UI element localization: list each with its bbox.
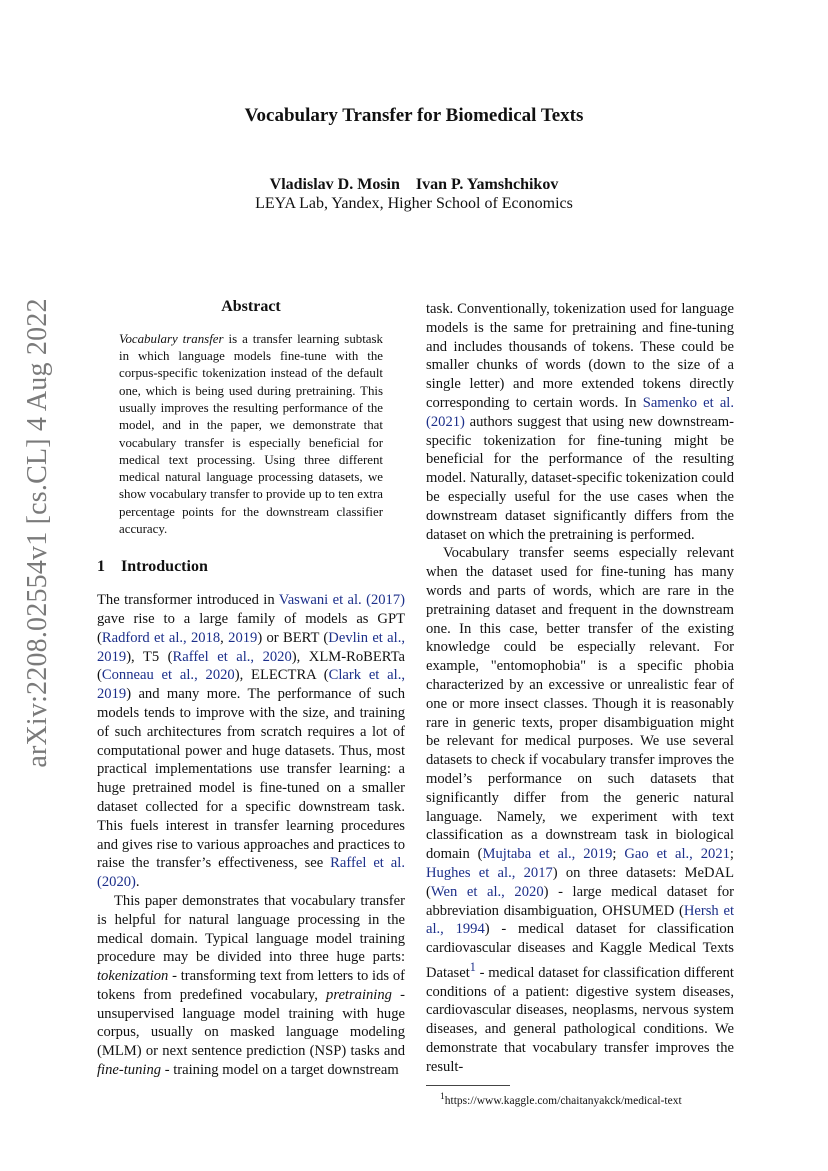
section-title: Introduction [121,558,208,576]
paragraph-text: task. Conventionally, tokenization used for language models is the same for pretraining and fine-tuning and includes thousands of tokens. These could be smaller chunks of words (down to the size of a single letter) and more extended tokens directly corresponding to certain words. In [426,301,734,411]
citation-link[interactable]: Conneau et al., 2020 [101,667,235,684]
footnote-url[interactable]: https://www.kaggle.com/chaitanyakck/medical-text [444,1094,682,1107]
author-name: Ivan P. Yamshchikov [415,176,559,193]
intro-paragraph-4 [426,544,734,1076]
paragraph-text: - unsupervised language model training with huge corpus, usually on masked language modeling (MLM) or next sentence prediction (NSP) tasks and [97,986,405,1060]
paragraph-text: authors suggest that using new downstream-specific tokenization for fine-tuning might be beneficial for the performance of the resulting model. Naturally, dataset-specific tokenization could be especially useful for the use cases when the downstream dataset significantly differs from the dataset on which the pretraining is performed. [426,413,734,543]
paragraph-text: ; [612,846,625,863]
citation-link[interactable]: Devlin et al., 2019 [97,629,405,665]
affiliation: LEYA Lab, Yandex, Higher School of Economics [255,195,573,212]
citation-link[interactable]: Raffel et al., 2020 [172,648,292,665]
author-list [0,176,828,194]
paragraph-text: . [135,874,140,891]
paragraph-text: ) - medical dataset for classification cardiovascular diseases and Kaggle Medical Texts Dataset [426,921,734,981]
paragraph-text: This paper demonstrates that vocabulary transfer is helpful for natural language processing in the medical domain. Typical language model training procedure may be divided into three huge parts: [97,892,405,966]
citation-link[interactable]: Hughes et al., 2017 [426,864,553,881]
section-number: 1 [97,558,105,576]
paragraph-text: ), T5 ( [126,648,173,665]
abstract-text: is a transfer learning subtask in which language models fine-tune with the corpus-specific tokenization instead of the default one, which is being used during pretraining. This usually improves the resulting performance of the model, and in the paper, we demonstrate that vocabulary transfer is especially beneficial for medical text processing. Using three different medical natural language processing datasets, we show vocabulary transfer to provide up to ten extra percentage points for the downstream classifier accuracy. [119,331,383,537]
citation-link[interactable]: 2019 [228,629,258,646]
paragraph-text: - medical dataset for classification different conditions of a patient: digestive system diseases, cardiovascular diseases, neoplasms, nervous system diseases, and general pathological conditions. We demonstrate that vocabulary transfer improves the result- [426,964,734,1075]
abstract-lead: Vocabulary transfer [119,331,224,346]
author-name: Vladislav D. Mosin [269,176,400,193]
paragraph-text: The transformer introduced in [97,592,279,609]
paragraph-text: ) - large medical dataset for abbreviation disambiguation, OHSUMED ( [426,883,734,919]
footnote [426,1090,734,1108]
citation-link[interactable]: Wen et al., 2020 [430,883,544,900]
paragraph-text: - transforming text from letters to ids of tokens from predefined vocabulary, [97,968,405,1003]
citation-link[interactable]: Clark et al., 2019 [97,667,405,703]
paragraph-text: ) or BERT ( [257,629,329,646]
intro-paragraph-1 [97,591,405,892]
paragraph-text: Vocabulary transfer seems especially relevant when the dataset used for fine-tuning has many words and parts of words, which are rare in the pretraining dataset and frequent in the downstream one. In this case, better transfer of the existing knowledge could be especially relevant. For example, "entomophobia" is a specific phobia characterized by an excessive or unrealistic fear of one or more insect classes. Though it is reasonably rare in generic texts, proper disambiguation might be relevant for medical purposes. We use several datasets to check if vocabulary transfer improves the model’s performance on such datasets that significantly differ from the generic natural language. Namely, we experiment with text classification as a downstream task in biological domain ( [426,545,734,863]
emphasis-term: tokenization [97,968,169,985]
paragraph-text: - training model on a target downstream [161,1062,399,1079]
citation-link[interactable]: Radford et al., 2018 [101,629,221,646]
abstract-body [97,331,405,539]
paper-title: Vocabulary Transfer for Biomedical Texts [244,105,584,126]
citation-link[interactable]: Mujtaba et al., 2019 [482,846,613,863]
footnote-divider [426,1085,510,1086]
intro-paragraph-2 [97,892,405,1080]
paragraph-text: ) on three datasets: MeDAL ( [426,864,734,900]
paragraph-text: ), ELECTRA ( [234,667,329,684]
citation-link[interactable]: Vaswani et al. (2017) [278,592,405,609]
paragraph-text: ; [729,846,734,863]
footnote-marker[interactable]: 1 [469,959,476,974]
citation-link[interactable]: Hersh et al., 1994 [426,902,734,938]
paragraph-text: , [220,629,229,646]
arxiv-sidebar [18,298,58,768]
abstract-heading: Abstract [221,298,281,315]
intro-paragraph-3 [426,300,734,544]
footnote-number: 1 [440,1090,445,1102]
citation-link[interactable]: Gao et al., 2021 [624,846,730,863]
right-column [426,300,734,1107]
paragraph-text: gave rise to a large family of models as GPT ( [97,610,405,646]
citation-link[interactable]: Samenko et al. (2021) [426,394,734,430]
paragraph-text: ), XLM-RoBERTa ( [97,648,405,684]
arxiv-identifier: arXiv:2208.02554v1 [cs.CL] 4 Aug 2022 [22,298,53,768]
section-heading [97,558,405,577]
emphasis-term: pretraining [326,986,392,1003]
citation-link[interactable]: Raffel et al. (2020) [97,855,405,891]
emphasis-term: fine-tuning [97,1062,162,1079]
left-column [97,298,405,1080]
paragraph-text: ) and many more. The performance of such models tends to improve with the size, and training of such architectures from scratch requires a lot of computational power and huge datasets. Thus, most practical implementations use transfer learning: a huge pretrained model is fine-tuned on a smaller dataset collected for a specific downstream task. This fuels interest in transfer learning procedures and gives rise to various approaches and practices to raise the transfer’s effectiveness, see [97,686,405,872]
